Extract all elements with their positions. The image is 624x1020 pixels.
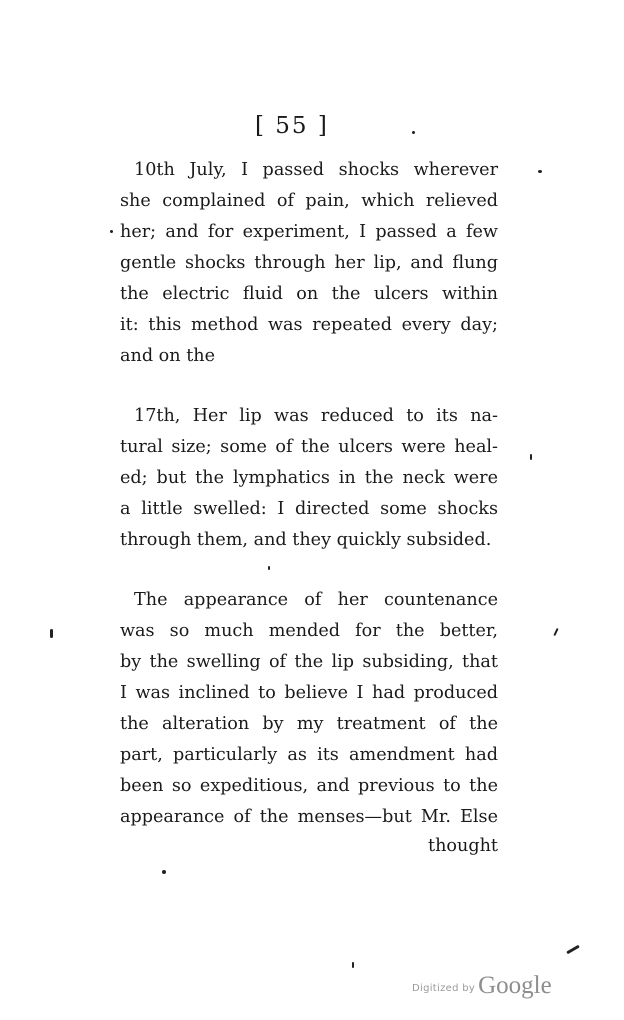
text-line: through them, and they quickly subsided. [120,530,492,550]
text-line: 10th July, I passed shocks wherever [134,160,498,180]
scan-speck [538,170,542,173]
text-line: been so expeditious, and previous to the [120,776,498,796]
scan-speck [162,870,166,874]
text-line: she complained of pain, which relieved [120,191,498,211]
text-line: a little swelled: I directed some shocks [120,499,498,519]
paragraph-july-10 [120,155,498,372]
scan-speck [530,454,532,460]
text-line: the electric fluid on the ulcers within [120,284,498,304]
text-line: the alteration by my treatment of the [120,714,498,734]
catchword: thought [428,836,498,856]
text-line: was so much mended for the better, [120,621,498,641]
scan-speck [566,945,580,955]
text-line: ed; but the lymphatics in the neck were [120,468,498,488]
scan-speck [268,566,270,570]
scan-speck [352,962,354,968]
text-line: tural size; some of the ulcers were heal- [120,437,498,457]
paragraph-july-17 [120,401,498,556]
page-number: [ 55 ] [255,113,329,139]
scan-speck [412,131,415,134]
paragraph-countenance [120,585,498,833]
text-line: The appearance of her countenance [134,590,498,610]
digitized-by-google-watermark [412,972,552,1000]
text-line: and on the [120,346,216,366]
scan-speck [553,628,558,636]
text-line: her; and for experiment, I passed a few [120,222,498,242]
text-line: part, particularly as its amendment had [120,745,498,765]
text-line: appearance of the menses—but Mr. Else [120,807,498,827]
text-line: it: this method was repeated every day; [120,315,498,335]
catchword-block [120,831,498,862]
watermark-prefix: Digitized by [412,983,476,994]
text-line: gentle shocks through her lip, and flung [120,253,498,273]
text-line: by the swelling of the lip subsiding, that [120,652,498,672]
google-logo: Google [478,972,552,999]
text-line: 17th, Her lip was reduced to its na- [134,406,498,426]
scan-speck [50,629,53,638]
scan-speck [110,230,113,233]
text-line: I was inclined to believe I had produced [120,683,498,703]
